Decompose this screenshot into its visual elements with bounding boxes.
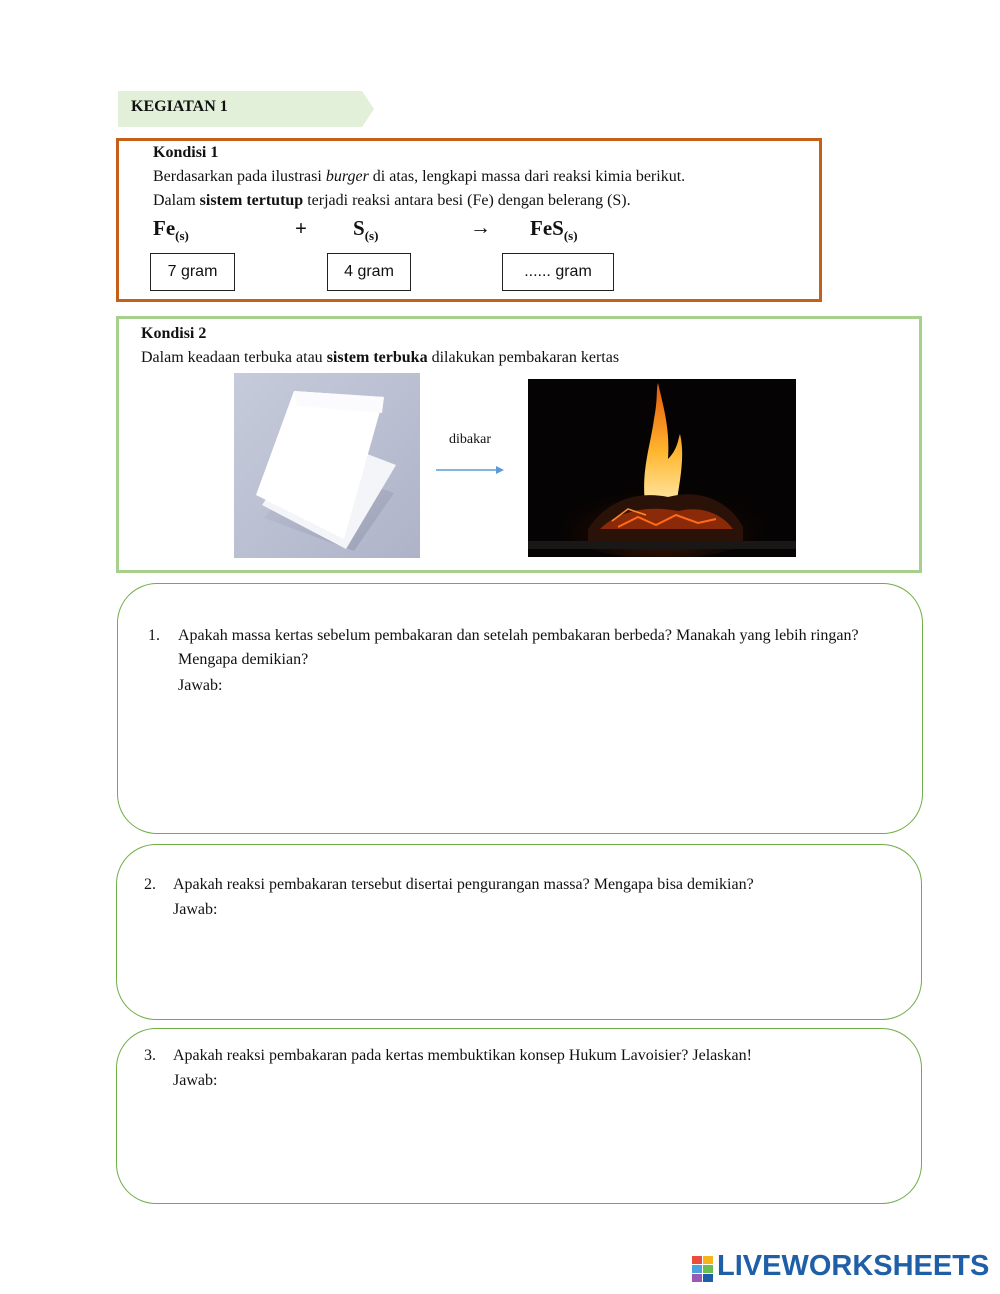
question-3-answer-field[interactable] bbox=[173, 1095, 893, 1191]
kondisi1-line1 bbox=[153, 168, 685, 186]
question-1-text: Apakah massa kertas sebelum pembakaran dan setelah pembakaran berbeda? Manakah yang lebih ringan? Mengapa demikian? bbox=[178, 627, 859, 668]
question-1-answer-label: Jawab: bbox=[178, 677, 223, 694]
question-2-answer-label: Jawab: bbox=[173, 901, 218, 918]
equation-fes-symbol: FeS bbox=[530, 216, 564, 240]
question-3-number: 3. bbox=[144, 1047, 156, 1064]
kondisi1-line1-pre: Berdasarkan pada ilustrasi bbox=[153, 168, 326, 185]
kondisi2-line-post: dilakukan pembakaran kertas bbox=[427, 349, 620, 366]
arrow-label: dibakar bbox=[449, 432, 491, 447]
fire-icon bbox=[528, 379, 796, 557]
equation-s bbox=[353, 216, 378, 244]
equation-s-symbol: S bbox=[353, 216, 365, 240]
question-2-number: 2. bbox=[144, 876, 156, 893]
paper-image bbox=[234, 373, 420, 558]
mass-fe-box: 7 gram bbox=[150, 253, 235, 291]
equation-fe-symbol: Fe bbox=[153, 216, 176, 240]
kondisi2-title: Kondisi 2 bbox=[141, 325, 207, 342]
kondisi1-title: Kondisi 1 bbox=[153, 144, 219, 161]
question-1-answer-field[interactable] bbox=[178, 700, 898, 820]
equation-arrow: → bbox=[470, 215, 491, 239]
kondisi2-line-pre: Dalam keadaan terbuka atau bbox=[141, 349, 327, 366]
equation-fes bbox=[530, 216, 578, 244]
question-3-text: Apakah reaksi pembakaran pada kertas membuktikan konsep Hukum Lavoisier? Jelaskan! bbox=[173, 1047, 752, 1064]
kondisi2-line-bold: sistem terbuka bbox=[326, 349, 428, 366]
kondisi1-line1-em: burger bbox=[325, 168, 369, 185]
equation-fes-state: (s) bbox=[563, 228, 578, 244]
burning-paper-image bbox=[528, 379, 796, 557]
kondisi1-line2-pre: Dalam bbox=[153, 192, 200, 209]
mass-fes-input[interactable]: ...... gram bbox=[502, 253, 614, 291]
question-2-text: Apakah reaksi pembakaran tersebut disertai pengurangan massa? Mengapa bisa demikian? bbox=[173, 876, 754, 893]
kondisi1-line2 bbox=[153, 192, 631, 210]
right-arrow-icon bbox=[436, 462, 504, 476]
liveworksheets-logo-icon bbox=[692, 1256, 714, 1282]
equation-plus: + bbox=[295, 216, 307, 240]
mass-s-box: 4 gram bbox=[327, 253, 411, 291]
question-3-answer-label: Jawab: bbox=[173, 1072, 218, 1089]
activity-title: KEGIATAN 1 bbox=[131, 98, 228, 115]
question-2-answer-field[interactable] bbox=[173, 924, 893, 1008]
equation-fe bbox=[153, 216, 189, 244]
equation-fe-state: (s) bbox=[175, 228, 189, 244]
kondisi2-line bbox=[141, 349, 619, 367]
kondisi1-line1-post: di atas, lengkapi massa dari reaksi kimia berikut. bbox=[368, 168, 686, 185]
kondisi1-line2-bold: sistem tertutup bbox=[199, 192, 304, 209]
equation-s-state: (s) bbox=[364, 228, 379, 244]
liveworksheets-logo-text: LIVEWORKSHEETS bbox=[717, 1250, 990, 1282]
paper-sheets-icon bbox=[234, 373, 420, 558]
question-1-number: 1. bbox=[148, 627, 160, 644]
kondisi1-line2-post: terjadi reaksi antara besi (Fe) dengan belerang (S). bbox=[303, 192, 631, 209]
